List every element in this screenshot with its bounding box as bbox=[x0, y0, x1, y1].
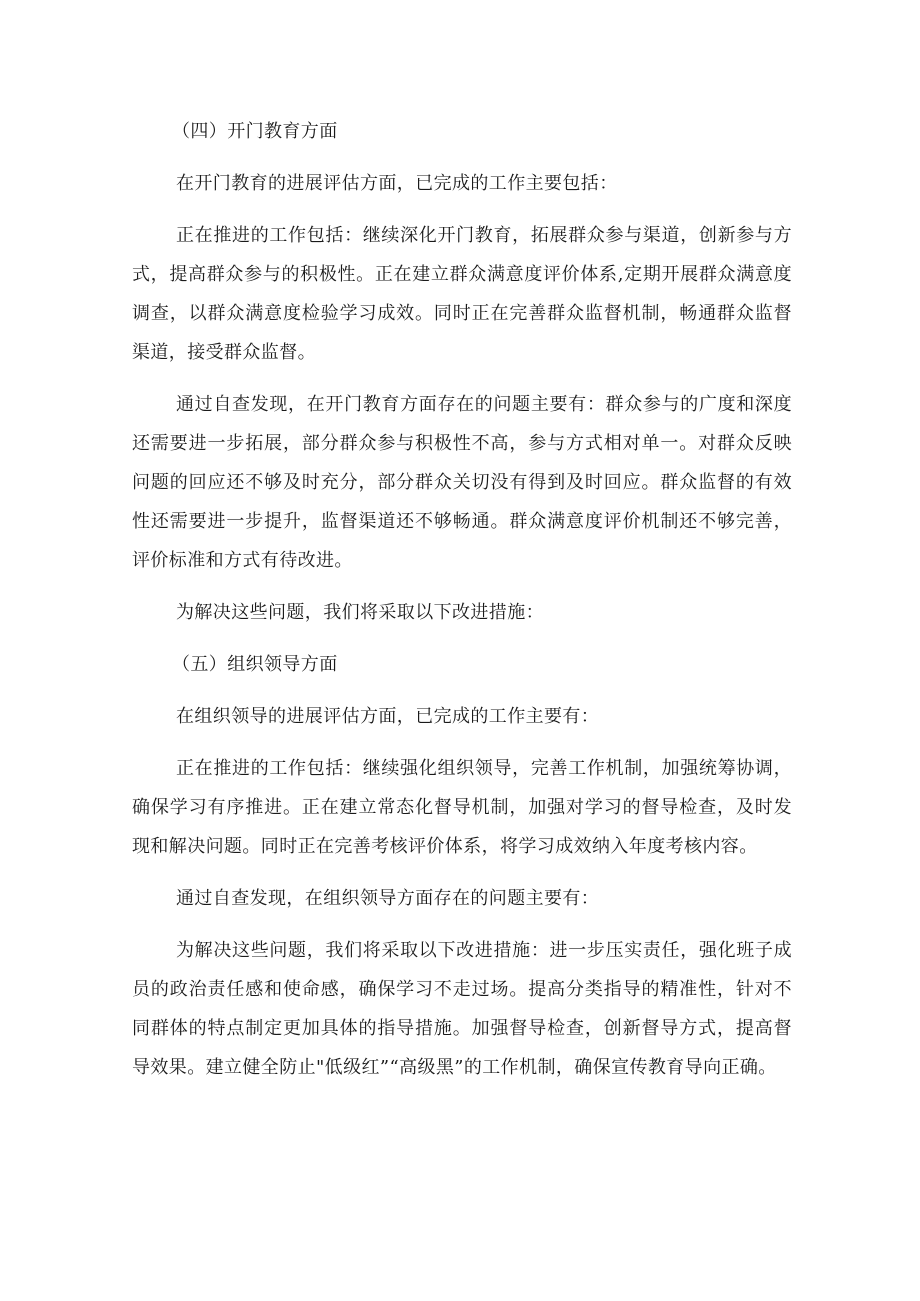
paragraph: 在组织领导的进展评估方面，已完成的工作主要有： bbox=[176, 706, 600, 727]
paragraph: 通过自查发现，在开门教育方面存在的问题主要有：群众参与的广度和深度还需要进一步拓展，部分群众参与积极性不高，参与方式相对单一。对群众反映问题的回应还不够及时充分，部分群众关切没有得到及时回应。群众监督的有效性还需要进一步提升，监督渠道还不够畅通。群众满意度评价机制还不够完善，评价标准和方式有待改进。 bbox=[132, 394, 792, 571]
paragraph: 通过自查发现，在组织领导方面存在的问题主要有： bbox=[176, 888, 600, 909]
section-heading-organizational-leadership: （五）组织领导方面 bbox=[172, 654, 338, 675]
paragraph: 在开门教育的进展评估方面，已完成的工作主要包括： bbox=[176, 173, 618, 194]
paragraph: 正在推进的工作包括：继续深化开门教育，拓展群众参与渠道，创新参与方式，提高群众参与的积极性。正在建立群众满意度评价体系,定期开展群众满意度调查，以群众满意度检验学习成效。同时正在完善群众监督机制，畅通群众监督渠道，接受群众监督。 bbox=[132, 225, 792, 363]
document-body bbox=[132, 112, 792, 1087]
paragraph: 正在推进的工作包括：继续强化组织领导，完善工作机制，加强统筹协调，确保学习有序推进。正在建立常态化督导机制，加强对学习的督导检查，及时发现和解决问题。同时正在完善考核评价体系，将学习成效纳入年度考核内容。 bbox=[132, 758, 792, 857]
paragraph: 为解决这些问题，我们将采取以下改进措施：进一步压实责任，强化班子成员的政治责任感和使命感，确保学习不走过场。提高分类指导的精准性，针对不同群体的特点制定更加具体的指导措施。加强督导检查，创新督导方式，提高督导效果。建立健全防止"低级红”“高级黑”的工作机制，确保宣传教育导向正确。 bbox=[132, 940, 792, 1078]
paragraph: 为解决这些问题，我们将采取以下改进措施： bbox=[176, 602, 544, 623]
section-heading-open-education: （四）开门教育方面 bbox=[172, 121, 338, 142]
